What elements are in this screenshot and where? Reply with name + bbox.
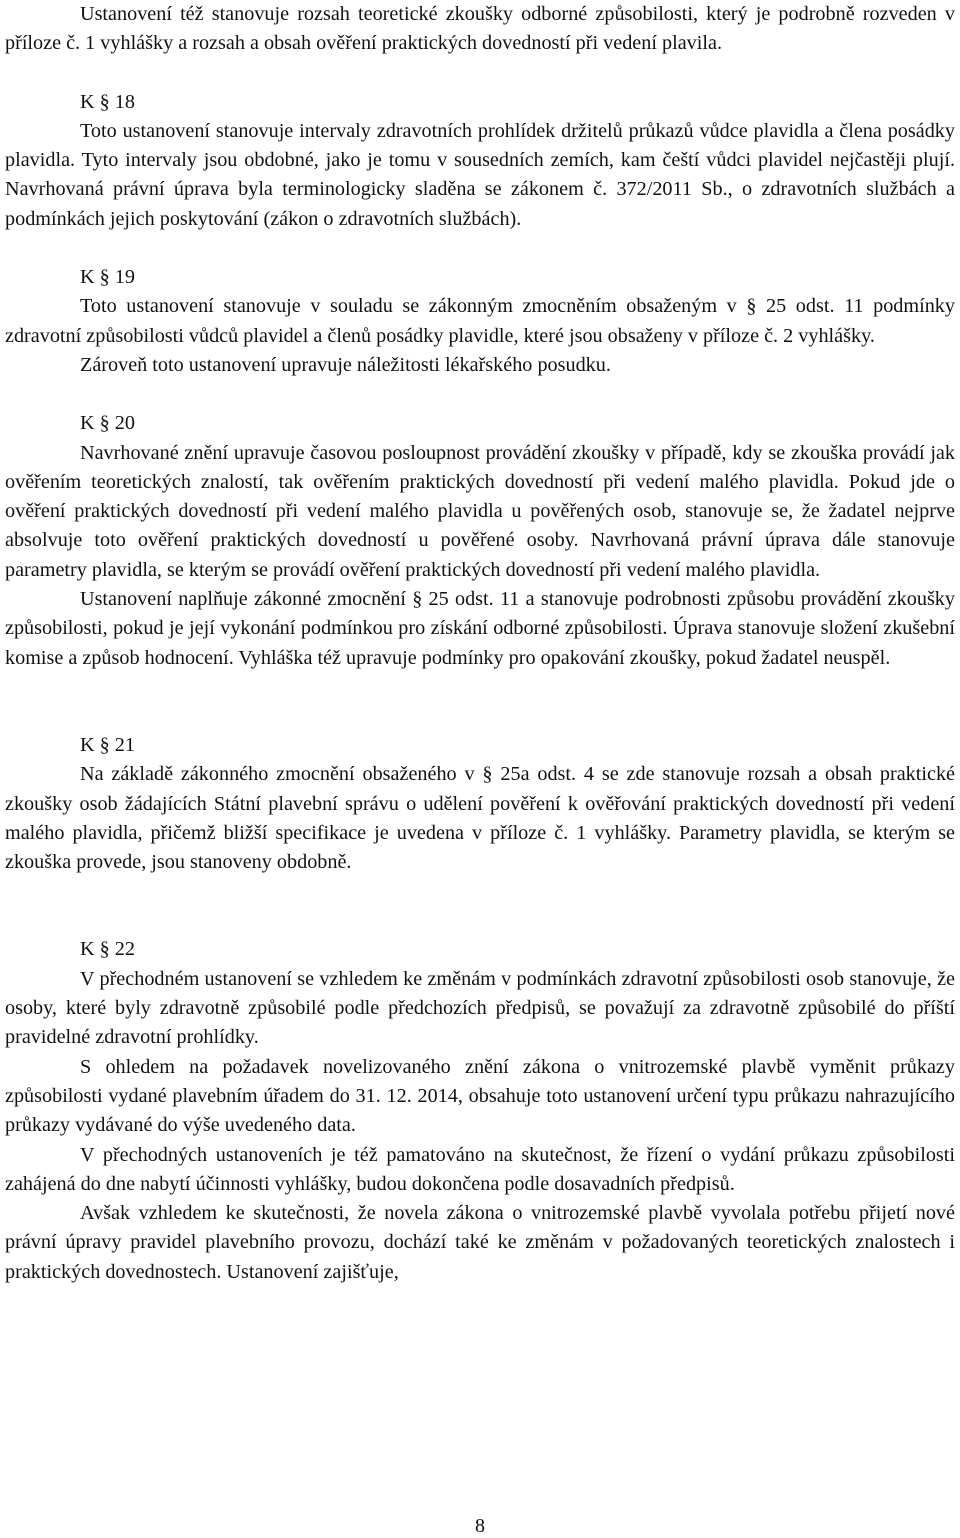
spacer bbox=[5, 234, 955, 263]
section-21-heading: K § 21 bbox=[80, 733, 135, 756]
section-19-heading: K § 19 bbox=[80, 266, 135, 289]
section-21-paragraph: Na základě zákonného zmocnění obsaženého v § 25a odst. 4 se zde stanovuje rozsah a obsah praktické zkoušky osob žádajících Státní plavební správu o udělení pověření k ověřování praktických dovedností při vedení malého plavidla, přičemž bližší specifikace je uvedena v příloze č. 1 vyhlášky. Parametry plavidla, se kterým se zkouška provede, jsou stanoveny obdobně. bbox=[5, 763, 955, 874]
section-22-heading: K § 22 bbox=[80, 938, 135, 961]
section-22-paragraph-4: Avšak vzhledem ke skutečnosti, že novela zákona o vnitrozemské plavbě vyvolala potřebu přijetí nové právní úpravy pravidel plavebního provozu, dochází také ke změnám v požadovaných teoretických znalostech i praktických dovednostech. Ustanovení zajišťuje, bbox=[5, 1202, 955, 1283]
section-19-paragraph-2: Zároveň toto ustanovení upravuje náležitosti lékařského posudku. bbox=[80, 353, 611, 376]
page-number: 8 bbox=[475, 1515, 485, 1537]
section-22-paragraph-2: S ohledem na požadavek novelizovaného znění zákona o vnitrozemské plavbě vyměnit průkazy způsobilosti vydané plavebním úřadem do 31. 12. 2014, obsahuje toto ustanovení určení typu průkazu nahrazujícího průkazy vydávané do výše uvedeného data. bbox=[5, 1055, 955, 1137]
spacer bbox=[5, 877, 955, 935]
section-20-paragraph-2: Ustanovení naplňuje zákonné zmocnění § 25 odst. 11 a stanovuje podrobnosti způsobu provádění zkoušky způsobilosti, pokud je její vykonání podmínkou pro získání odborné způsobilosti. Úprava stanovuje složení zkušební komise a způsob hodnocení. Vyhláška též upravuje podmínky pro opakování zkoušky, pokud žadatel neuspěl. bbox=[5, 588, 955, 669]
spacer bbox=[5, 59, 955, 88]
document-page bbox=[5, 0, 955, 1287]
section-20-paragraph-1: Navrhované znění upravuje časovou posloupnost provádění zkoušky v případě, kdy se zkouška provádí jak ověřením teoretických znalostí, tak ověřením praktických dovedností při vedení malého plavidla. Pokud jde o ověření praktických dovedností při vedení malého plavidla u pověřených osob, stanovuje se, že žadatel nejprve absolvuje toto ověření praktických dovedností u pověřené osoby. Navrhovaná právní úprava dále stanovuje parametry plavidla, se kterým se provádí ověření praktických dovedností při vedení malého plavidla. bbox=[5, 441, 955, 581]
section-20-heading: K § 20 bbox=[80, 412, 135, 435]
intro-paragraph: Ustanovení též stanovuje rozsah teoretické zkoušky odborné způsobilosti, který je podrobně rozveden v příloze č. 1 vyhlášky a rozsah a obsah ověření praktických dovedností při vedení plavila. bbox=[5, 3, 955, 55]
section-22-paragraph-3: V přechodných ustanoveních je též pamatováno na skutečnost, že řízení o vydání průkazu způsobilosti zahájená do dne nabytí účinnosti vyhlášky, budou dokončena podle dosavadních předpisů. bbox=[5, 1143, 955, 1195]
spacer bbox=[5, 380, 955, 409]
section-18-heading: K § 18 bbox=[80, 90, 135, 113]
section-18-paragraph: Toto ustanovení stanovuje intervaly zdravotních prohlídek držitelů průkazů vůdce plavidla a člena posádky plavidla. Tyto intervaly jsou obdobné, jako je tomu v sousedních zemích, kam čeští vůdci plavidel nejčastěji plují. Navrhovaná právní úprava byla terminologicky sladěna se zákonem č. 372/2011 Sb., o zdravotních službách a podmínkách jejich poskytování (zákon o zdravotních službách). bbox=[5, 119, 955, 230]
section-22-paragraph-1: V přechodném ustanovení se vzhledem ke změnám v podmínkách zdravotní způsobilosti osob stanovuje, že osoby, které byly zdravotně způsobilé podle předchozích předpisů, se považují za zdravotně způsobilé do příští pravidelné zdravotní prohlídky. bbox=[5, 967, 955, 1049]
spacer bbox=[5, 673, 955, 731]
section-19-paragraph-1: Toto ustanovení stanovuje v souladu se zákonným zmocněním obsaženým v § 25 odst. 11 podmínky zdravotní způsobilosti vůdců plavidel a členů posádky plavidle, které jsou obsaženy v příloze č. 2 vyhlášky. bbox=[5, 295, 955, 347]
